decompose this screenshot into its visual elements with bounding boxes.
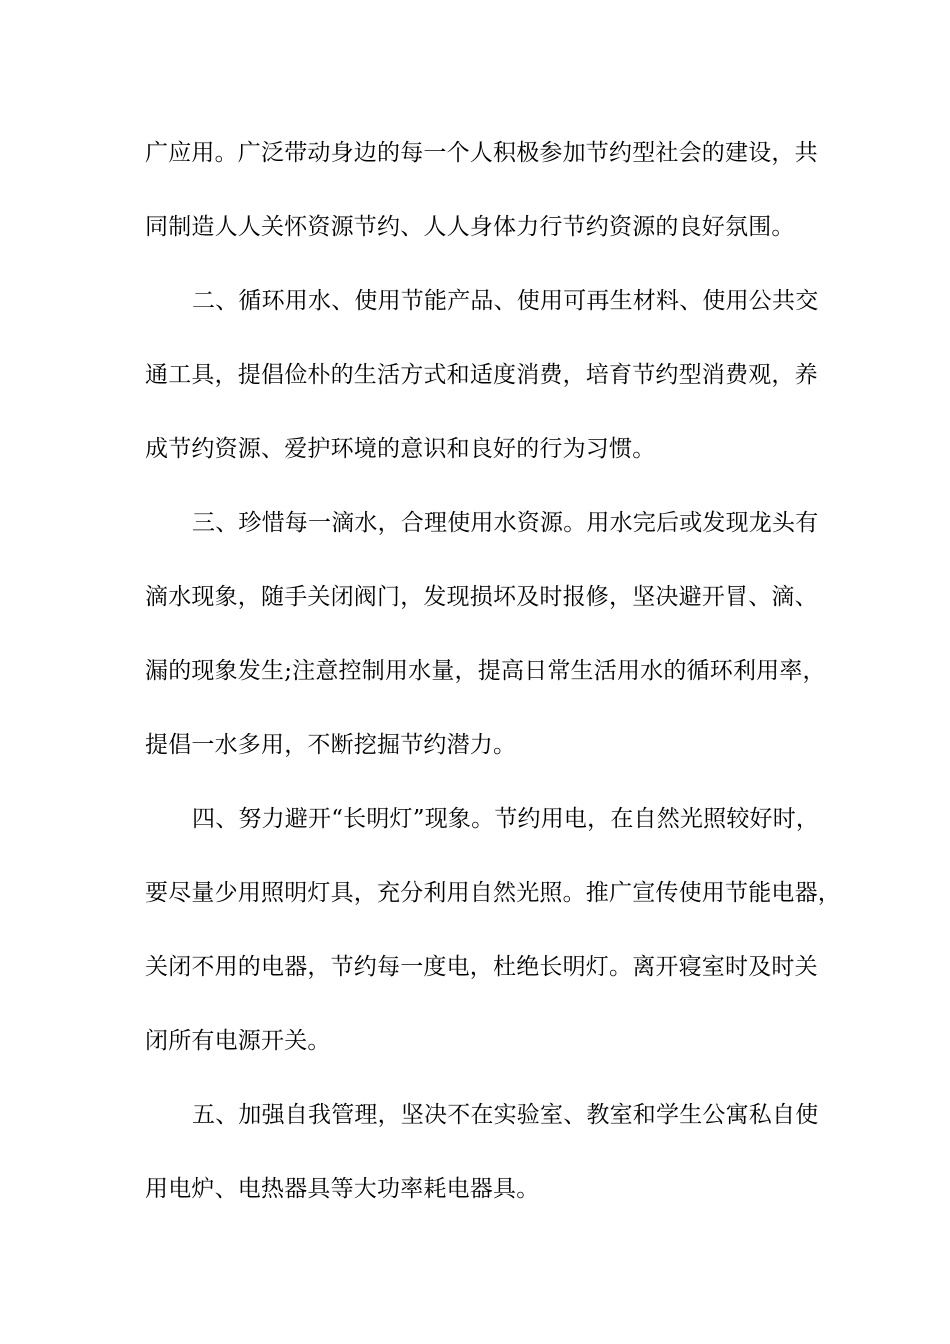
text-line: 闭所有电源开关。 [145,1028,331,1054]
paragraph-heading-line: 三、珍惜每一滴水，合理使用水资源。用水完后或发现龙头有 [192,510,819,536]
text-line: 要尽量少用照明灯具，充分利用自然光照。推广宣传使用节能电器， [145,880,841,906]
text-line: 通工具，提倡俭朴的生活方式和适度消费，培育节约型消费观，养 [145,362,818,388]
paragraph-heading-line: 五、加强自我管理，坚决不在实验室、教室和学生公寓私自使 [192,1102,819,1128]
text-line: 提倡一水多用，不断挖掘节约潜力。 [145,732,517,758]
paragraph-heading-line: 二、循环用水、使用节能产品、使用可再生材料、使用公共交 [192,288,819,314]
text-line: 成节约资源、爱护环境的意识和良好的行为习惯。 [145,436,656,462]
text-line: 关闭不用的电器，节约每一度电，杜绝长明灯。离开寝室时及时关 [145,954,818,980]
text-line: 滴水现象，随手关闭阀门，发现损坏及时报修，坚决避开冒、滴、 [145,584,818,610]
paragraph-heading-line: 四、努力避开“长明灯”现象。节约用电，在自然光照较好时， [192,806,820,832]
text-line: 用电炉、电热器具等大功率耗电器具。 [145,1176,540,1202]
text-line: 广应用。广泛带动身边的每一个人积极参加节约型社会的建设，共 [145,140,818,166]
text-line: 同制造人人关怀资源节约、人人身体力行节约资源的良好氛围。 [145,214,795,240]
text-line: 漏的现象发生;注意控制用水量，提高日常生活用水的循环利用率， [145,658,826,684]
